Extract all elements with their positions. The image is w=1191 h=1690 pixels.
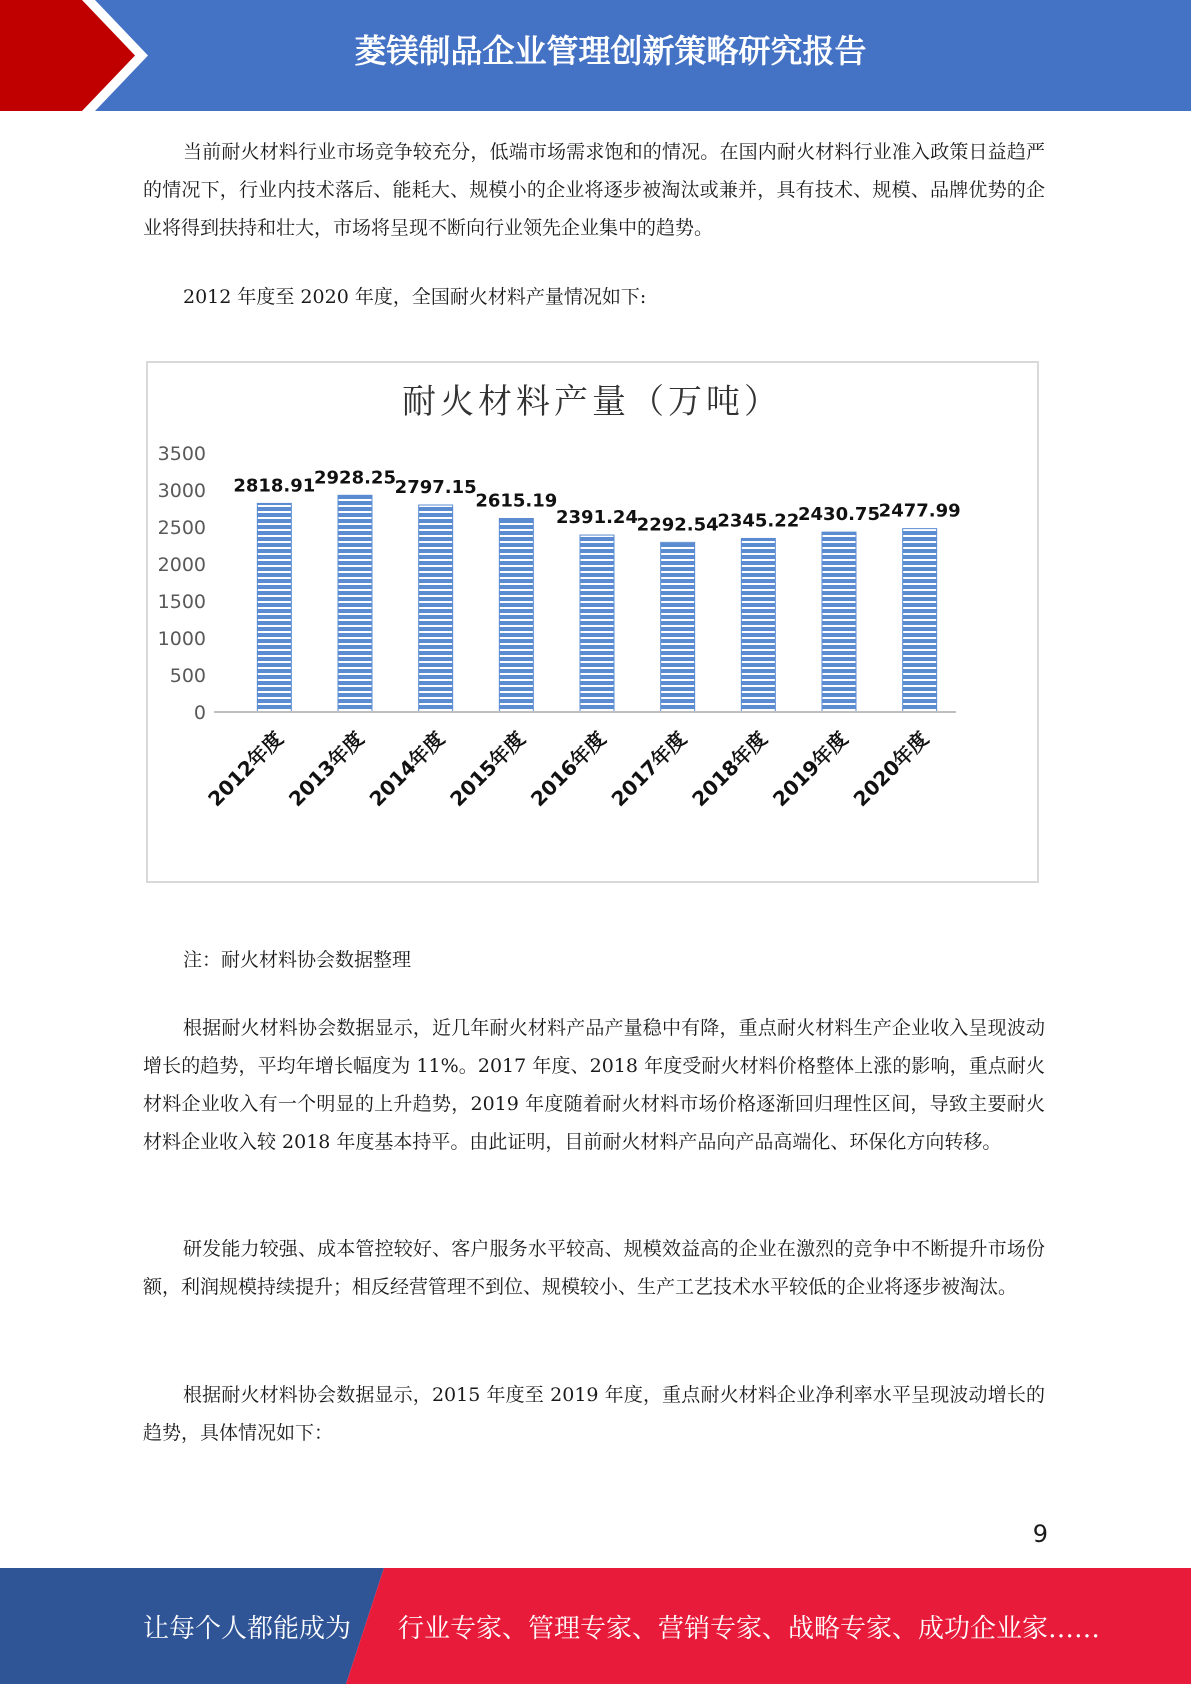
- bar: [338, 495, 372, 712]
- y-tick-label: 3500: [157, 443, 206, 465]
- x-tick-label: 2012年度: [203, 726, 288, 812]
- data-label: 2818.91: [233, 475, 316, 497]
- y-tick-label: 2500: [157, 517, 206, 539]
- x-tick-label: 2019年度: [767, 726, 853, 812]
- data-label: 2345.22: [717, 510, 800, 532]
- y-tick-label: 3000: [157, 480, 206, 502]
- bar: [741, 538, 775, 712]
- x-tick-label: 2017年度: [606, 726, 692, 812]
- paragraph-net-margin-intro: 根据耐火材料协会数据显示，2015 年度至 2019 年度，重点耐火材料企业净利率水平呈现波动增长的趋势，具体情况如下：: [143, 1384, 1045, 1444]
- y-tick-label: 1500: [157, 591, 206, 613]
- report-title: 菱镁制品企业管理创新策略研究报告: [354, 32, 867, 70]
- chart-source-note: 注：耐火材料协会数据整理: [183, 949, 412, 971]
- bar: [499, 518, 533, 712]
- data-label: 2391.24: [556, 507, 638, 529]
- production-chart: [146, 361, 1039, 883]
- y-tick-label: 0: [193, 702, 206, 724]
- data-label: 2797.15: [394, 477, 477, 499]
- bar: [661, 542, 695, 712]
- data-label: 2430.75: [798, 504, 880, 526]
- x-tick-label: 2015年度: [445, 726, 530, 812]
- y-tick-label: 2000: [157, 554, 206, 576]
- paragraph-revenue-trend: 根据耐火材料协会数据显示，近几年耐火材料产品产量稳中有降，重点耐火材料生产企业收入呈现波动增长的趋势，平均年增长幅度为 11%。2017 年度、2018 年度受耐火材料价格整体上涨的影响，重点耐火材料企业收入有一个明显的上升趋势，2019 年度随着耐火材料市场价格逐渐回归理性区间，导致主要耐火材料企业收入较 2018 年度基本持平。由此证明，目前耐火材料产品向产品高端化、环保化方向转移。: [143, 1017, 1045, 1153]
- x-tick-label: 2020年度: [848, 726, 934, 812]
- footer-slogan-left: 让每个人都能成为: [143, 1614, 352, 1644]
- x-tick-label: 2013年度: [283, 726, 369, 812]
- y-axis: [158, 443, 206, 724]
- bar: [257, 503, 291, 712]
- x-tick-label: 2016年度: [525, 726, 611, 812]
- data-label: 2928.25: [314, 467, 396, 489]
- data-label: 2292.54: [636, 514, 719, 536]
- x-axis: [203, 727, 933, 812]
- paragraph-market-competition: 当前耐火材料行业市场竞争较充分，低端市场需求饱和的情况。在国内耐火材料行业准入政策日益趋严的情况下，行业内技术落后、能耗大、规模小的企业将逐步被淘汰或兼并，具有技术、规模、品牌优势的企业将得到扶持和壮大，市场将呈现不断向行业领先企业集中的趋势。: [143, 141, 1045, 239]
- data-label: 2615.19: [475, 490, 558, 512]
- page-header: [0, 0, 1191, 111]
- bar-chart: [148, 363, 1037, 881]
- page-number: 9: [1032, 1520, 1048, 1548]
- footer-slogan-right: 行业专家、管理专家、营销专家、战略专家、成功企业家……: [398, 1614, 1101, 1644]
- bar: [580, 535, 614, 712]
- chart-title: 耐火材料产量（万吨）: [402, 382, 782, 422]
- x-tick-label: 2018年度: [687, 726, 772, 812]
- y-tick-label: 1000: [157, 628, 206, 650]
- x-tick-label: 2014年度: [364, 726, 450, 812]
- paragraph-production-intro: 2012 年度至 2020 年度，全国耐火材料产量情况如下:: [183, 286, 647, 308]
- data-label: 2477.99: [878, 500, 961, 522]
- paragraph-competition-outcome: 研发能力较强、成本管控较好、客户服务水平较高、规模效益高的企业在激烈的竞争中不断提升市场份额，利润规模持续提升；相反经营管理不到位、规模较小、生产工艺技术水平较低的企业将逐步被淘汰。: [143, 1238, 1045, 1298]
- y-tick-label: 500: [169, 665, 206, 687]
- bar: [903, 529, 937, 712]
- bar: [822, 532, 856, 712]
- bar: [419, 505, 453, 712]
- page-footer: [0, 1568, 1191, 1684]
